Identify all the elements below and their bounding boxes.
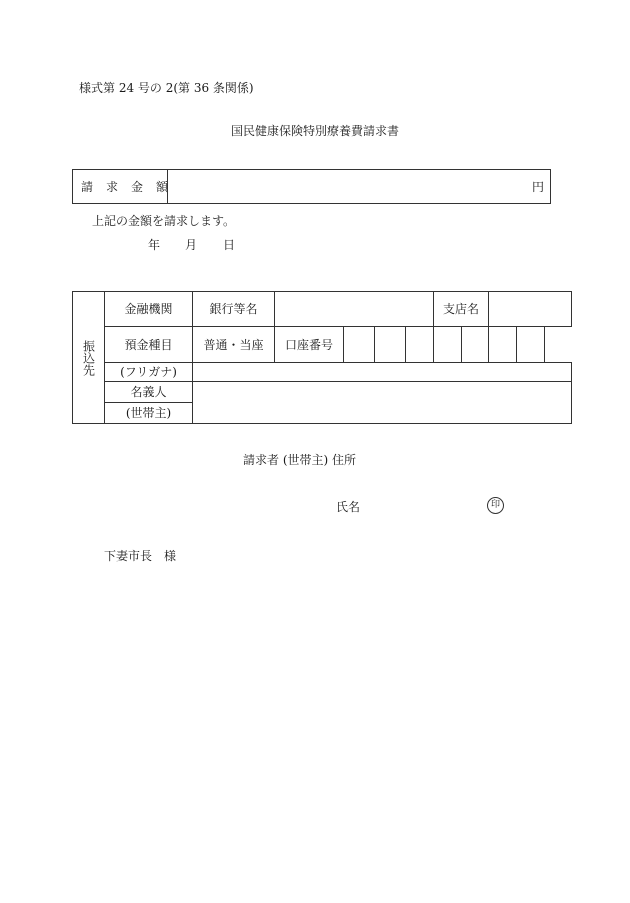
account-digit-cell[interactable] (375, 327, 406, 363)
seal-mark: 印 (487, 497, 504, 514)
account-digit-cell[interactable] (406, 327, 434, 363)
holder-sublabel: (世帯主) (105, 403, 193, 424)
amount-label: 請求金額 (81, 180, 182, 194)
transfer-header-cell (73, 292, 105, 424)
institution-label: 金融機関 (105, 292, 193, 327)
furigana-field[interactable] (193, 363, 572, 382)
account-digit-cell[interactable] (462, 327, 489, 363)
account-digit-cell[interactable] (344, 327, 375, 363)
transfer-table (72, 291, 572, 424)
account-digit-cell[interactable] (434, 327, 462, 363)
date-month: 月 (185, 238, 198, 252)
transfer-header: 振込先 (81, 339, 96, 376)
date-year: 年 (148, 238, 161, 252)
date-day: 日 (223, 238, 236, 252)
addressee: 下妻市長 様 (104, 549, 177, 563)
bank-name-field[interactable] (275, 292, 434, 327)
furigana-label: (フリガナ) (105, 363, 193, 382)
applicant-name-label: 氏名 (336, 500, 361, 514)
amount-box (72, 169, 551, 204)
account-number-label: 口座番号 (275, 327, 344, 363)
applicant-address-label: 請求者 (世帯主) 住所 (243, 453, 356, 467)
account-digit-cell[interactable] (517, 327, 545, 363)
bank-label: 銀行等名 (193, 292, 275, 327)
branch-name-field[interactable] (489, 292, 572, 327)
date-line (148, 238, 235, 252)
account-type-options[interactable]: 普通・当座 (193, 327, 275, 363)
holder-name-field[interactable] (193, 382, 572, 424)
account-digit-cell[interactable] (489, 327, 517, 363)
request-statement: 上記の金額を請求します。 (92, 214, 236, 228)
account-type-label: 預金種目 (105, 327, 193, 363)
form-number: 様式第 24 号の 2(第 36 条関係) (79, 81, 254, 95)
branch-label: 支店名 (434, 292, 489, 327)
holder-label: 名義人 (105, 382, 193, 403)
amount-unit: 円 (531, 180, 544, 194)
document-title: 国民健康保険特別療養費請求書 (230, 124, 399, 138)
amount-field[interactable] (168, 170, 550, 203)
